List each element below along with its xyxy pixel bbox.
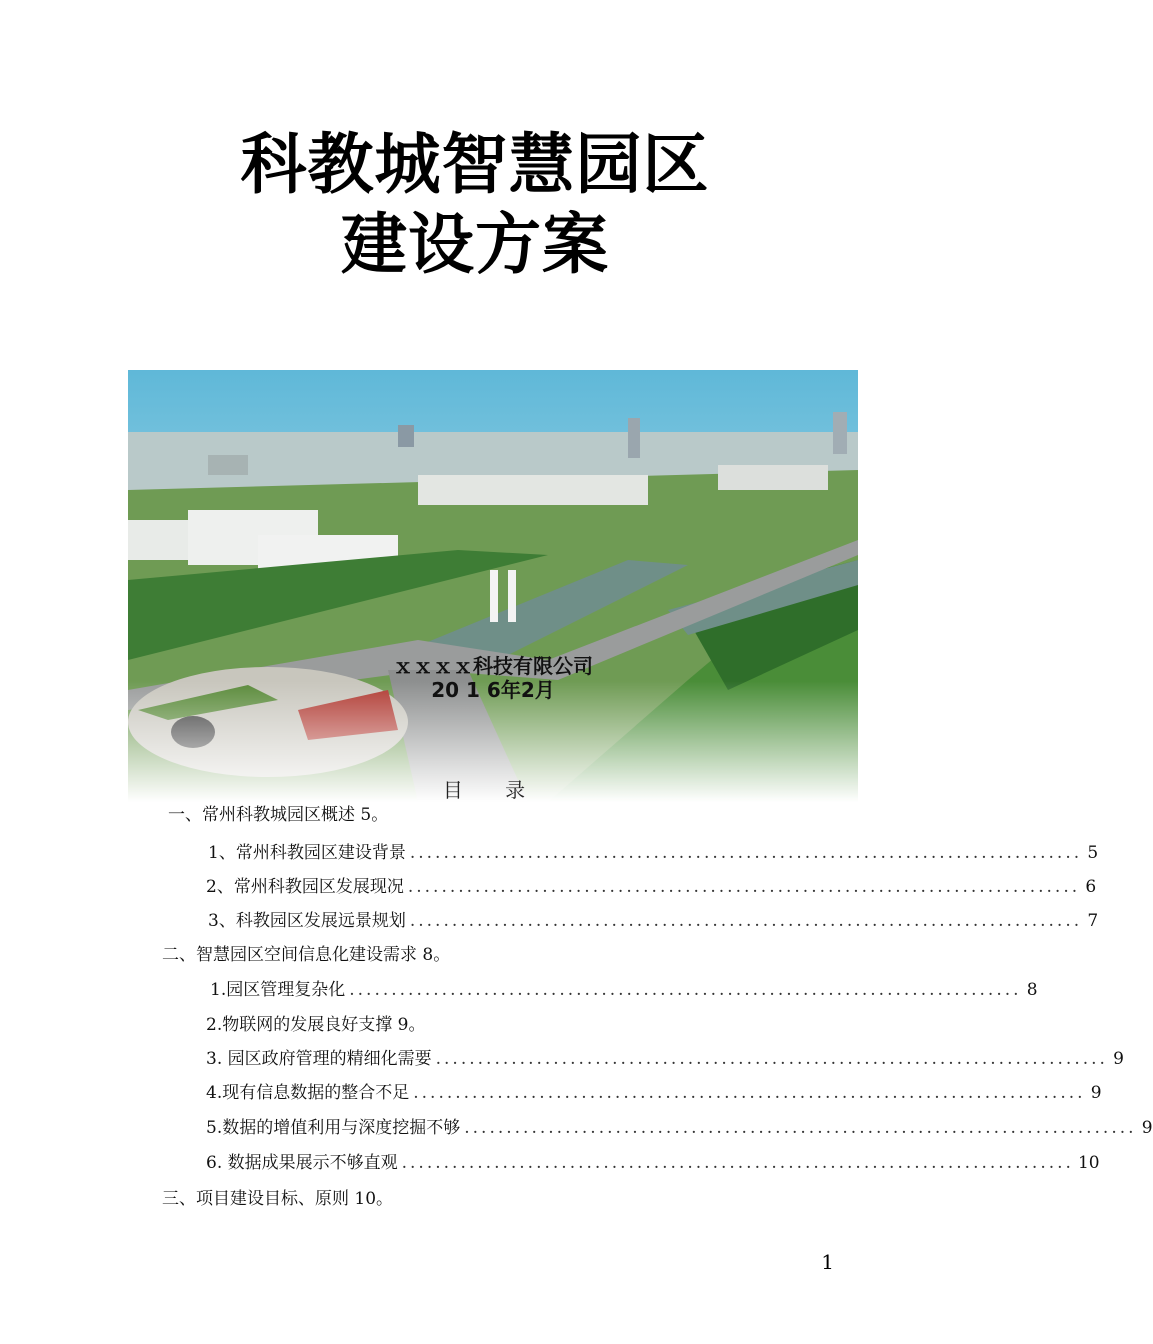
toc-entry-page: 9 — [1141, 1118, 1153, 1138]
toc-entry-text: 2、常州科教园区发展现况 — [206, 877, 404, 897]
toc-dot-leader: ................................................................................ — [401, 1153, 1074, 1173]
toc-entry-page: 8 — [1026, 980, 1038, 1000]
toc-entry-page: 10 — [1077, 1153, 1100, 1173]
toc-entry-text: 3. 园区政府管理的精细化需要 — [206, 1049, 432, 1069]
toc-dot-leader: ................................................................................ — [409, 911, 1083, 931]
toc-entry-text: 4.现有信息数据的整合不足 — [206, 1083, 410, 1103]
toc-entry-text: 5.数据的增值利用与深度挖掘不够 — [206, 1118, 461, 1138]
toc-dot-leader: ................................................................................ — [464, 1118, 1137, 1138]
toc-entry[interactable] — [206, 1010, 806, 1035]
aerial-city-image — [128, 370, 858, 802]
cover-photo — [128, 370, 858, 802]
toc-entry[interactable] — [162, 1184, 762, 1209]
toc-entry-text: 1.园区管理复杂化 — [210, 980, 346, 1000]
toc-entry-page: 7 — [1087, 911, 1099, 931]
toc-heading: 目 录 — [442, 778, 544, 802]
toc-entry-text: 1、常州科教园区建设背景 — [208, 843, 406, 863]
document-title-line1: 科教城智慧园区 — [240, 126, 710, 203]
toc-entry[interactable] — [208, 838, 1099, 863]
toc-dot-leader: ................................................................................ — [413, 1083, 1086, 1103]
page-number: 1 — [821, 1250, 834, 1274]
toc-entry[interactable] — [206, 872, 1097, 897]
toc-dot-leader: ................................................................................ — [349, 980, 1022, 1000]
toc-entry-text: 三、项目建设目标、原则 10。 — [162, 1189, 394, 1209]
toc-entry-text: 一、常州科教城园区概述 5。 — [168, 805, 389, 825]
toc-entry-text: 二、智慧园区空间信息化建设需求 8。 — [162, 945, 451, 965]
toc-entry-text: 2.物联网的发展良好支撑 9。 — [206, 1015, 426, 1035]
toc-entry-text: 6. 数据成果展示不够直观 — [206, 1153, 398, 1173]
toc-entry-page: 9 — [1090, 1083, 1102, 1103]
toc-entry[interactable] — [168, 800, 768, 825]
toc-entry[interactable] — [206, 1113, 1153, 1138]
toc-entry-page: 6 — [1085, 877, 1097, 897]
publication-date: 20 1 6年2月 — [431, 678, 555, 702]
toc-entry[interactable] — [210, 975, 1038, 1000]
toc-entry-page: 5 — [1087, 843, 1099, 863]
toc-entry[interactable] — [208, 906, 1099, 931]
toc-entry-text: 3、科教园区发展远景规划 — [208, 911, 406, 931]
toc-entry[interactable] — [206, 1078, 1102, 1103]
toc-dot-leader: ................................................................................ — [409, 843, 1083, 863]
document-title-line2: 建设方案 — [341, 206, 609, 283]
toc-entry[interactable] — [206, 1044, 1124, 1069]
toc-dot-leader: ................................................................................ — [435, 1049, 1108, 1069]
toc-dot-leader: ................................................................................ — [407, 877, 1081, 897]
company-name: ｘｘｘｘ科技有限公司 — [393, 654, 593, 678]
toc-entry[interactable] — [206, 1148, 1100, 1173]
toc-entry[interactable] — [162, 940, 762, 965]
toc-entry-page: 9 — [1113, 1049, 1124, 1069]
